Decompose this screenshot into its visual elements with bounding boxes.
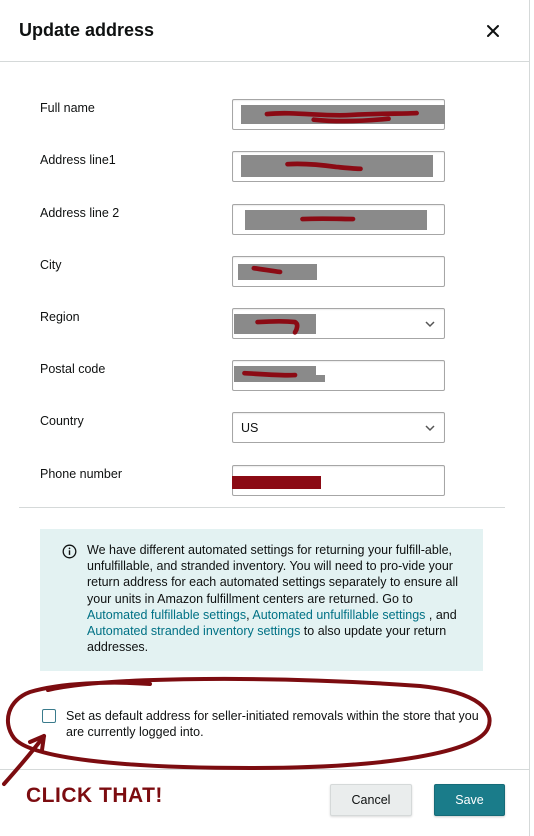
address-line1-input[interactable] (232, 151, 445, 182)
city-input[interactable] (232, 256, 445, 287)
dialog-header (0, 0, 530, 62)
info-text: , and (425, 607, 457, 622)
close-icon (480, 18, 506, 44)
postal-code-input[interactable] (232, 360, 445, 391)
redaction-scribble (233, 205, 444, 234)
return-settings-info (40, 529, 483, 671)
cancel-button[interactable]: Cancel (330, 784, 412, 816)
default-address-checkbox[interactable] (42, 709, 56, 723)
address-line2-label: Address line 2 (40, 206, 120, 220)
city-label: City (40, 258, 62, 272)
redaction-scribble (233, 361, 444, 390)
full-name-label: Full name (40, 101, 95, 115)
automated-fulfillable-settings-link[interactable]: Automated fulfillable settings (87, 607, 247, 622)
info-message (87, 542, 475, 655)
info-text: to also update your return addresses. (87, 624, 447, 655)
full-name-input[interactable] (232, 99, 445, 130)
info-text: We have different automated settings for returning your fulfill-able, unfulfillable, and stranded inventory. You will need to pro-vide your return address for each automated settings separately to ensure all your units in Amazon fulfillment centers are returned. Go to (87, 543, 459, 606)
country-select[interactable] (232, 412, 445, 443)
redaction-scribble (233, 100, 444, 129)
annotation-label: CLICK THAT! (26, 784, 163, 807)
form-divider (19, 507, 505, 508)
close-button[interactable] (480, 18, 506, 44)
footer-divider (0, 769, 530, 770)
automated-stranded-inventory-settings-link[interactable]: Automated stranded inventory settings (87, 624, 301, 639)
redaction-scribble (233, 152, 444, 181)
country-label: Country (40, 414, 84, 428)
dialog-title: Update address (19, 20, 155, 40)
automated-unfulfillable-settings-link[interactable]: Automated unfulfillable settings (252, 607, 426, 622)
postal-code-label: Postal code (40, 362, 106, 376)
address-line2-input[interactable] (232, 204, 445, 235)
redacted-value (232, 476, 321, 489)
default-address-checkbox-label[interactable]: Set as default address for seller-initiated removals within the store that you are currently logged into. (66, 709, 479, 739)
chevron-down-icon (424, 319, 436, 329)
chevron-down-icon (424, 423, 436, 433)
phone-number-input[interactable] (232, 465, 445, 496)
info-text: , (246, 607, 253, 622)
redaction-scribble (233, 257, 444, 286)
info-icon (62, 544, 77, 559)
country-selected-value: US (241, 421, 259, 435)
save-button[interactable]: Save (434, 784, 505, 816)
region-label: Region (40, 310, 80, 324)
address-line1-label: Address line1 (40, 153, 116, 167)
redaction-scribble (233, 309, 444, 338)
phone-number-label: Phone number (40, 467, 123, 481)
region-select[interactable] (232, 308, 445, 339)
